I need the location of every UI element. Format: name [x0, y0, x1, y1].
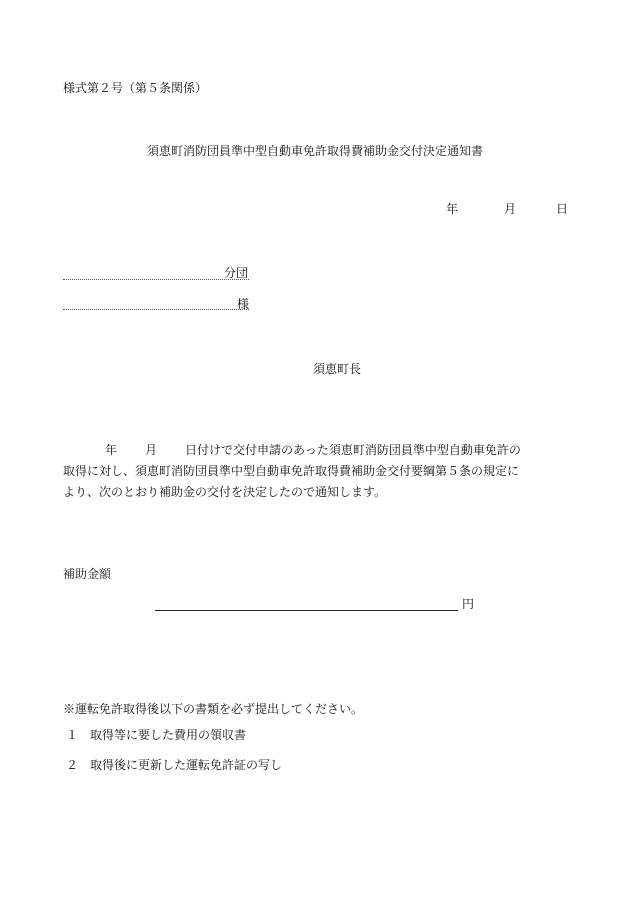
- notes-item: [66, 729, 246, 741]
- branch-name-fill-line: [63, 279, 249, 280]
- form-number: 様式第２号（第５条関係）: [63, 81, 208, 95]
- date-month-label: 月: [504, 202, 517, 216]
- document-title: 須恵町消防団員準中型自動車免許取得費補助金交付決定通知書: [146, 144, 483, 158]
- notes-item-number: １: [66, 728, 79, 742]
- body-line-1: [63, 440, 568, 461]
- recipient-name-fill-line: [63, 309, 249, 310]
- subsidy-amount-label: 補助金額: [63, 567, 112, 581]
- notes-item: [66, 759, 282, 771]
- notes-item-number: ２: [66, 758, 79, 772]
- subsidy-amount-unit: 円: [462, 597, 475, 611]
- recipient-honorific: 様: [237, 297, 250, 311]
- body-month-label: 月: [145, 443, 158, 457]
- date-year-label: 年: [446, 202, 459, 216]
- body-year-label: 年: [105, 443, 118, 457]
- body-line-3: より、次のとおり補助金の交付を決定したので通知します。: [63, 485, 387, 499]
- subsidy-amount-fill-line: [155, 610, 458, 611]
- date-day-label: 日: [556, 202, 569, 216]
- notes-item-text: 取得等に要した費用の領収書: [90, 728, 247, 742]
- notes-heading: ※運転免許取得後以下の書類を必ず提出してください。: [63, 702, 364, 716]
- issuer-name: 須恵町長: [313, 362, 362, 376]
- notice-body: [63, 440, 568, 503]
- body-line-2: 取得に対し、須恵町消防団員準中型自動車免許取得費補助金交付要綱第５条の規定に: [63, 464, 520, 478]
- notes-item-text: 取得後に更新した運転免許証の写し: [90, 758, 283, 772]
- branch-suffix: 分団: [224, 266, 249, 280]
- body-line-1-text: 日付けで交付申請のあった須恵町消防団員準中型自動車免許の: [185, 443, 521, 457]
